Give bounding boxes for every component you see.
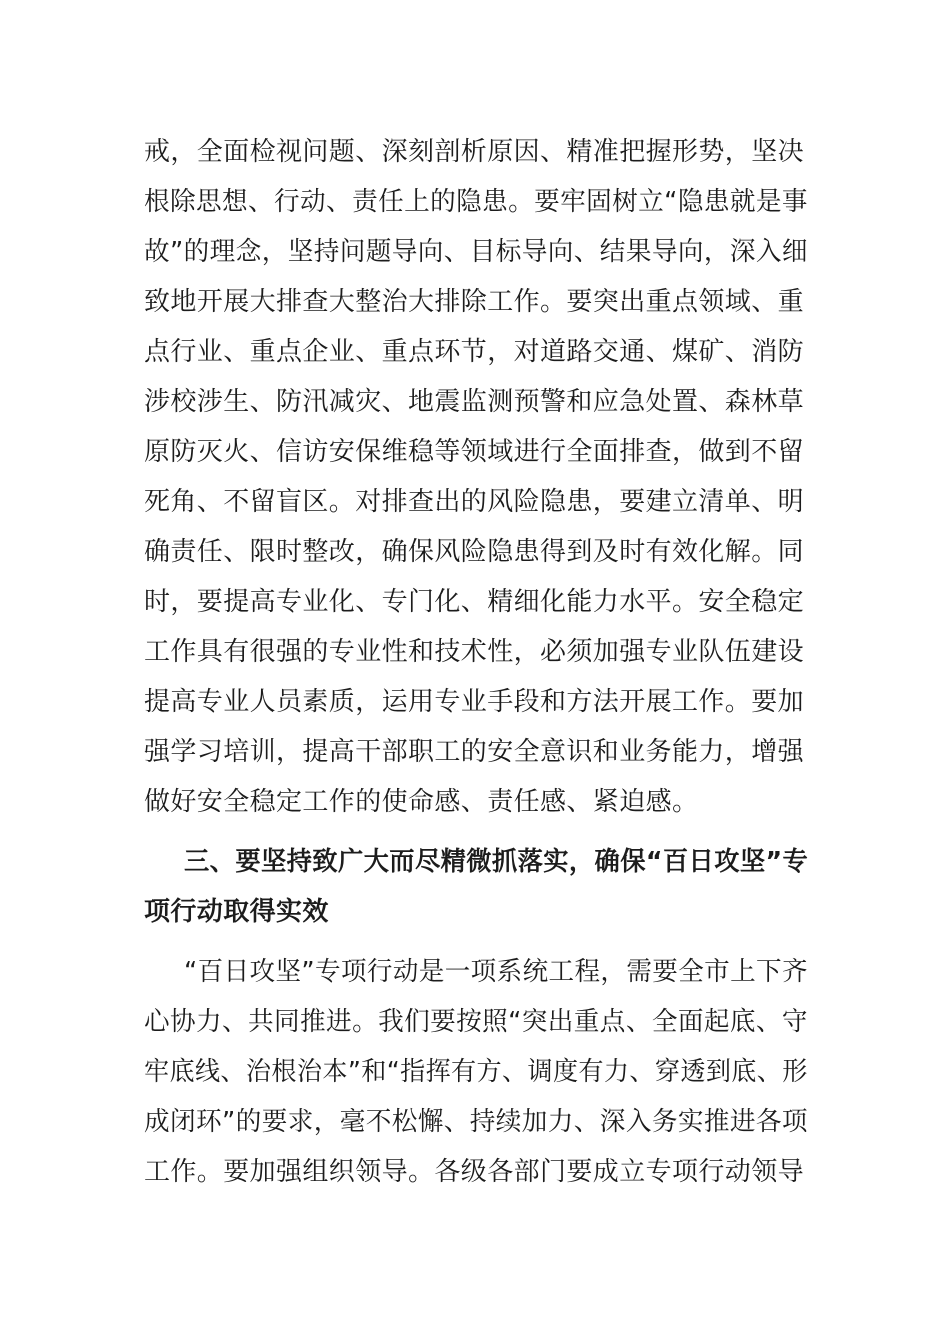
text-line: “百日攻坚”专项行动是一项系统工程，需要全市上下齐 [184, 957, 808, 987]
text-line: 故”的理念，坚持问题导向、目标导向、结果导向，深入细 [144, 237, 808, 267]
text-line: 强学习培训，提高干部职工的安全意识和业务能力，增强 [144, 737, 805, 767]
heading-line: 三、要坚持致广大而尽精微抓落实，确保“百日攻坚”专 [184, 847, 809, 877]
text-line: 涉校涉生、防汛减灾、地震监测预警和应急处置、森林草 [144, 387, 805, 417]
document-body [144, 127, 808, 1197]
text-line: 戒，全面检视问题、深刻剖析原因、精准把握形势，坚决 [144, 137, 805, 167]
paragraph-spacer [144, 827, 808, 837]
text-line: 根除思想、行动、责任上的隐患。要牢固树立“隐患就是事 [144, 187, 808, 217]
text-line: 死角、不留盲区。对排查出的风险隐患，要建立清单、明 [144, 487, 805, 517]
paragraph-risk-investigation [144, 127, 808, 827]
paragraph-spacer [144, 937, 808, 947]
text-line: 心协力、共同推进。我们要按照“突出重点、全面起底、守 [144, 1007, 808, 1037]
text-line: 成闭环”的要求，毫不松懈、持续加力、深入务实推进各项 [144, 1107, 808, 1137]
section-heading-3 [144, 837, 808, 937]
heading-line: 项行动取得实效 [144, 897, 329, 927]
text-line: 确责任、限时整改，确保风险隐患得到及时有效化解。同 [144, 537, 805, 567]
text-line: 工作具有很强的专业性和技术性，必须加强专业队伍建设 [144, 637, 805, 667]
text-line: 原防灭火、信访安保维稳等领域进行全面排查，做到不留 [144, 437, 805, 467]
text-line: 点行业、重点企业、重点环节，对道路交通、煤矿、消防 [144, 337, 805, 367]
text-line: 提高专业人员素质，运用专业手段和方法开展工作。要加 [144, 687, 805, 717]
text-line: 致地开展大排查大整治大排除工作。要突出重点领域、重 [144, 287, 805, 317]
text-line: 牢底线、治根治本”和“指挥有方、调度有力、穿透到底、形 [144, 1057, 808, 1087]
paragraph-hundred-days-campaign [144, 947, 808, 1197]
text-line: 时，要提高专业化、专门化、精细化能力水平。安全稳定 [144, 587, 805, 617]
text-line: 工作。要加强组织领导。各级各部门要成立专项行动领导 [144, 1157, 805, 1187]
text-line: 做好安全稳定工作的使命感、责任感、紧迫感。 [144, 787, 699, 817]
